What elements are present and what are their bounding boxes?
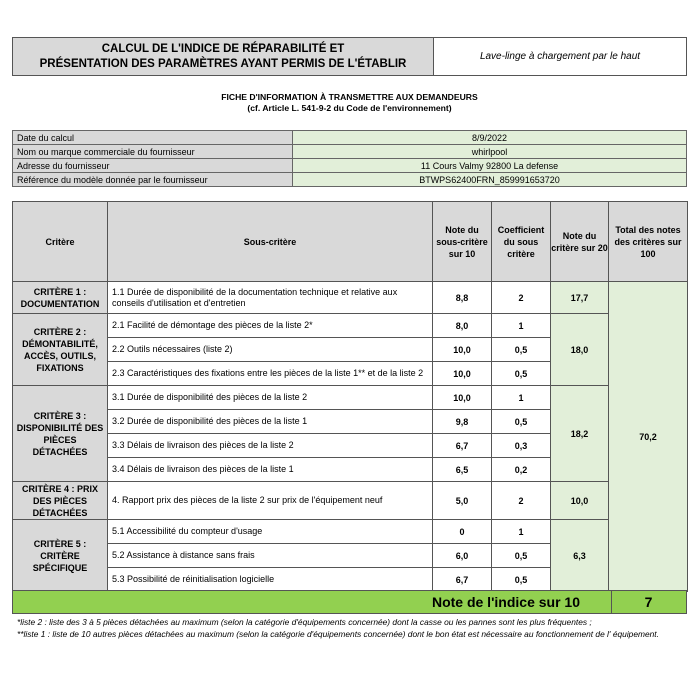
header-note-sous-critere: Note du sous-critère sur 10 bbox=[433, 202, 492, 282]
header-title-line1: CALCUL DE L'INDICE DE RÉPARABILITÉ ET bbox=[101, 42, 345, 55]
header-coefficient: Coefficient du sous critère bbox=[492, 202, 551, 282]
header-box bbox=[12, 37, 687, 76]
subcriterion-coef: 2 bbox=[492, 482, 551, 520]
subcriterion-label: 2.3 Caractéristiques des fixations entre les pièces de la liste 1** et de la liste 2 bbox=[108, 362, 433, 386]
subcriterion-coef: 1 bbox=[492, 386, 551, 410]
info-label: Référence du modèle donnée par le fournisseur bbox=[13, 173, 293, 187]
footnote-liste-2: *liste 2 : liste des 3 à 5 pièces détachées au maximum (selon la catégorie d'équipements concernée) dont la casse ou les pannes sont les plus fréquentes ; bbox=[17, 617, 592, 627]
info-value: 11 Cours Valmy 92800 La defense bbox=[293, 159, 687, 173]
info-row bbox=[13, 131, 687, 145]
subcriterion-coef: 0,5 bbox=[492, 544, 551, 568]
subcriterion-coef: 0,5 bbox=[492, 410, 551, 434]
criterion-5-score: 6,3 bbox=[551, 520, 609, 592]
footnote-liste-1: **liste 1 : liste de 10 autres pièces détachées au maximum (selon la catégorie d'équipements concernée) dont le bon état est nécessaire au fonctionnement de l' équipement. bbox=[17, 628, 659, 639]
subcriterion-coef: 0,2 bbox=[492, 458, 551, 482]
criterion-1-score: 17,7 bbox=[551, 282, 609, 314]
subcriterion-coef: 1 bbox=[492, 520, 551, 544]
final-score-value: 7 bbox=[644, 594, 653, 610]
criterion-1-name: CRITÈRE 1 : DOCUMENTATION bbox=[13, 282, 108, 314]
subcriterion-label: 2.1 Facilité de démontage des pièces de la liste 2* bbox=[108, 314, 433, 338]
table-header-row bbox=[13, 202, 688, 282]
criterion-3-name: CRITÈRE 3 : DISPONIBILITÉ DES PIÈCES DÉTACHÉES bbox=[13, 386, 108, 482]
header-title bbox=[13, 38, 434, 75]
subcriterion-note: 6,0 bbox=[433, 544, 492, 568]
subcriterion-note: 5,0 bbox=[433, 482, 492, 520]
subcriterion-note: 10,0 bbox=[433, 338, 492, 362]
info-label: Date du calcul bbox=[13, 131, 293, 145]
subcriterion-label: 5.3 Possibilité de réinitialisation logicielle bbox=[108, 568, 433, 592]
info-value: BTWPS62400FRN_859991653720 bbox=[293, 173, 687, 187]
criterion-5-name: CRITÈRE 5 : CRITÈRE SPÉCIFIQUE bbox=[13, 520, 108, 592]
info-value: 8/9/2022 bbox=[293, 131, 687, 145]
subcriterion-note: 10,0 bbox=[433, 362, 492, 386]
product-type: Lave-linge à chargement par le haut bbox=[479, 51, 641, 62]
subcriterion-note: 8,0 bbox=[433, 314, 492, 338]
subcriterion-label: 1.1 Durée de disponibilité de la documentation technique et relative aux conseils d'utilisation et d'entretien bbox=[108, 282, 433, 314]
info-value: whirlpool bbox=[293, 145, 687, 159]
subcriterion-note: 8,8 bbox=[433, 282, 492, 314]
criterion-4-score: 10,0 bbox=[551, 482, 609, 520]
subcriterion-label: 2.2 Outils nécessaires (liste 2) bbox=[108, 338, 433, 362]
header-sous-critere: Sous-critère bbox=[108, 202, 433, 282]
criteria-table bbox=[12, 201, 688, 592]
subcriterion-label: 3.3 Délais de livraison des pièces de la liste 2 bbox=[108, 434, 433, 458]
fiche-line1: FICHE D'INFORMATION À TRANSMETTRE AUX DEMANDEURS bbox=[221, 92, 478, 102]
info-row bbox=[13, 145, 687, 159]
fiche-heading bbox=[12, 92, 687, 114]
subcriterion-note: 6,7 bbox=[433, 568, 492, 592]
header-critere: Critère bbox=[13, 202, 108, 282]
criterion-4-name: CRITÈRE 4 : PRIX DES PIÈCES DÉTACHÉES bbox=[13, 482, 108, 520]
subcriterion-coef: 1 bbox=[492, 314, 551, 338]
total-score: 70,2 bbox=[609, 282, 688, 592]
header-total: Total des notes des critères sur 100 bbox=[609, 202, 688, 282]
info-label: Nom ou marque commerciale du fournisseur bbox=[13, 145, 293, 159]
subcriterion-coef: 0,3 bbox=[492, 434, 551, 458]
subcriterion-label: 5.2 Assistance à distance sans frais bbox=[108, 544, 433, 568]
table-row bbox=[13, 386, 688, 410]
final-score-bar bbox=[12, 590, 687, 614]
subcriterion-label: 3.2 Durée de disponibilité des pièces de la liste 1 bbox=[108, 410, 433, 434]
subcriterion-note: 10,0 bbox=[433, 386, 492, 410]
header-note-critere: Note du critère sur 20 bbox=[551, 202, 609, 282]
subcriterion-label: 4. Rapport prix des pièces de la liste 2 sur prix de l'équipement neuf bbox=[108, 482, 433, 520]
subcriterion-note: 9,8 bbox=[433, 410, 492, 434]
subcriterion-coef: 0,5 bbox=[492, 338, 551, 362]
fiche-line2: (cf. Article L. 541-9-2 du Code de l'environnement) bbox=[247, 103, 452, 113]
subcriterion-label: 3.1 Durée de disponibilité des pièces de la liste 2 bbox=[108, 386, 433, 410]
criterion-2-score: 18,0 bbox=[551, 314, 609, 386]
supplier-info-table bbox=[12, 130, 687, 187]
subcriterion-note: 0 bbox=[433, 520, 492, 544]
info-row bbox=[13, 159, 687, 173]
footnotes bbox=[17, 617, 682, 640]
header-title-line2: PRÉSENTATION DES PARAMÈTRES AYANT PERMIS DE L'ÉTABLIR bbox=[39, 57, 407, 70]
table-row bbox=[13, 314, 688, 338]
subcriterion-label: 3.4 Délais de livraison des pièces de la liste 1 bbox=[108, 458, 433, 482]
subcriterion-coef: 2 bbox=[492, 282, 551, 314]
subcriterion-note: 6,7 bbox=[433, 434, 492, 458]
table-row bbox=[13, 482, 688, 520]
criterion-3-score: 18,2 bbox=[551, 386, 609, 482]
info-label: Adresse du fournisseur bbox=[13, 159, 293, 173]
subcriterion-label: 5.1 Accessibilité du compteur d'usage bbox=[108, 520, 433, 544]
subcriterion-coef: 0,5 bbox=[492, 362, 551, 386]
info-row bbox=[13, 173, 687, 187]
table-row bbox=[13, 520, 688, 544]
table-row bbox=[13, 282, 688, 314]
subcriterion-coef: 0,5 bbox=[492, 568, 551, 592]
final-score-label: Note de l'indice sur 10 bbox=[431, 594, 580, 610]
criterion-2-name: CRITÈRE 2 : DÉMONTABILITÉ, ACCÈS, OUTILS, FIXATIONS bbox=[13, 314, 108, 386]
subcriterion-note: 6,5 bbox=[433, 458, 492, 482]
